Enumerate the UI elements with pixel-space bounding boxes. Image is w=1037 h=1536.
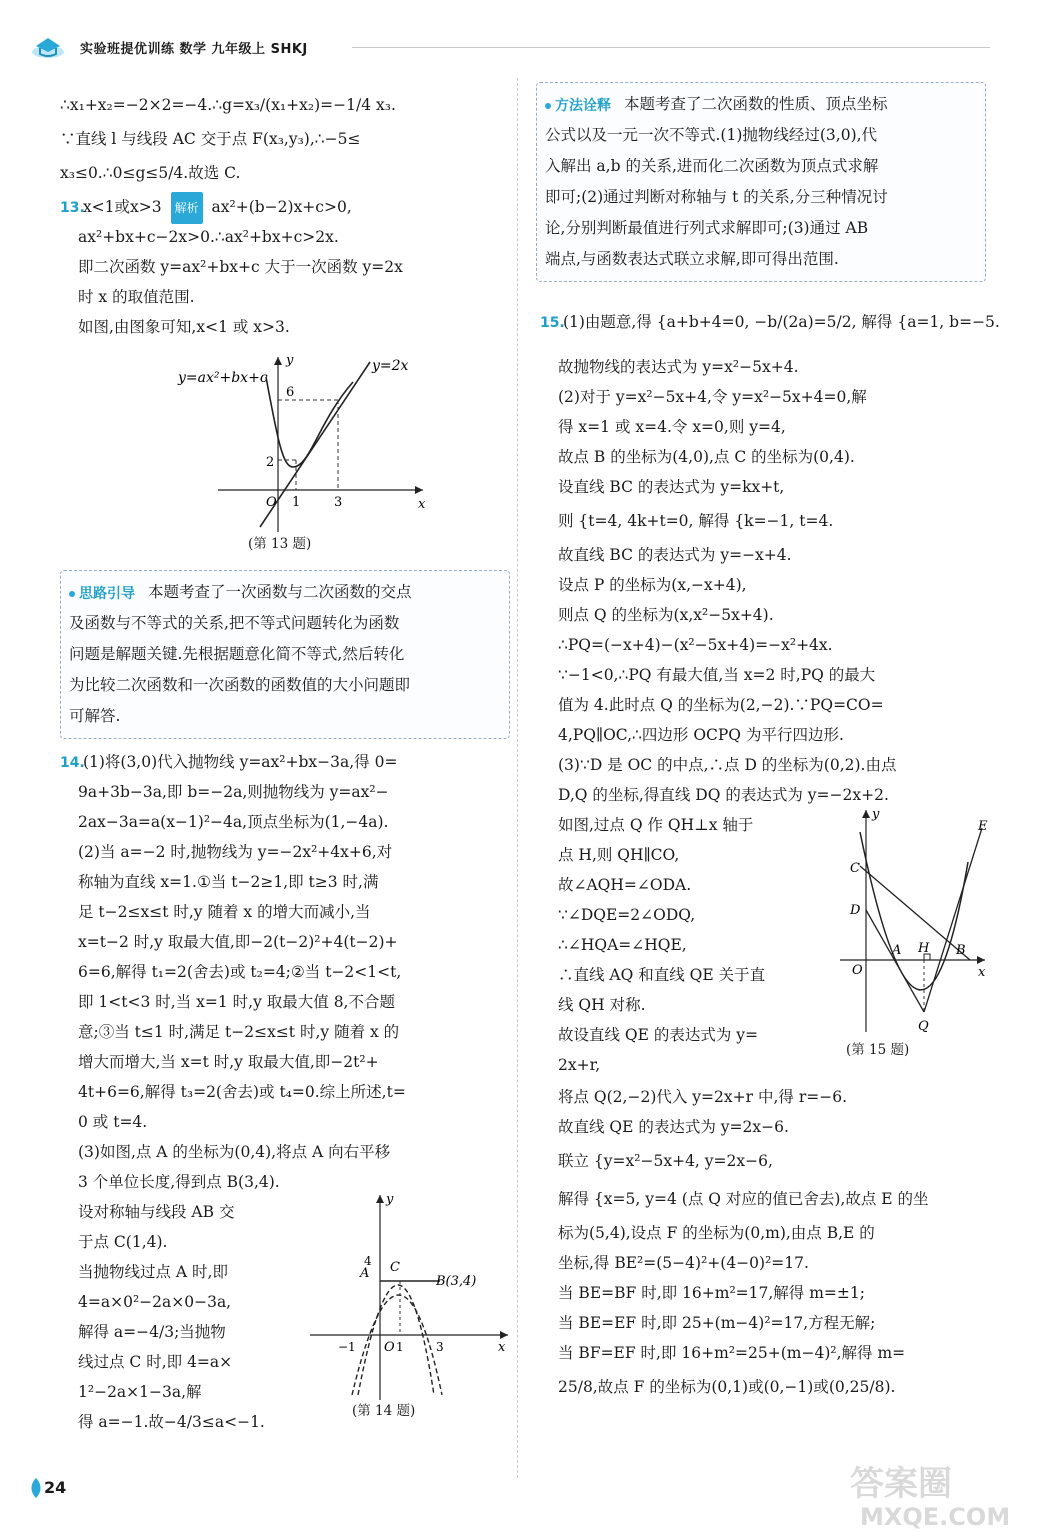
text-line: 线过点 C 时,即 4=a× — [78, 1353, 233, 1371]
figure-15 — [820, 802, 990, 1072]
tick-label: 2 — [266, 455, 275, 470]
text-line: (2)对于 y=x²−5x+4,令 y=x²−5x+4=0,解 — [558, 388, 867, 406]
graph-15 — [820, 802, 990, 1052]
question-15 — [536, 292, 1000, 1406]
tick-label: 3 — [436, 1340, 444, 1354]
text-line: 4=a×0²−2a×0−3a, — [78, 1293, 232, 1311]
book-logo-icon — [30, 34, 66, 60]
bullet-icon — [545, 103, 551, 109]
text-line: 及函数与不等式的关系,把不等式问题转化为函数 — [69, 614, 400, 632]
watermark-line1: 答案圈 — [850, 1464, 952, 1504]
header-title: 实验班提优训练 数学 九年级上 SHKJ — [80, 42, 308, 57]
text-line: 4t+6=6,解得 t₃=2(舍去)或 t₄=0.综上所述,t= — [78, 1083, 406, 1101]
text-line: (2)当 a=−2 时,抛物线为 y=−2x²+4x+6,对 — [78, 843, 393, 861]
figure-caption: (第 13 题) — [248, 536, 312, 552]
text-line: 足 t−2≤x≤t 时,y 随着 x 的增大而减小,当 — [78, 903, 371, 921]
text-line: 标为(5,4),设点 F 的坐标为(0,m),由点 B,E 的 — [558, 1224, 875, 1242]
text-line: 如图,过点 Q 作 QH⊥x 轴于 — [558, 816, 754, 834]
text-line: 故抛物线的表达式为 y=x²−5x+4. — [558, 358, 799, 376]
text-line: (3)∵D 是 OC 的中点,∴点 D 的坐标为(0,2).由点 — [558, 756, 897, 774]
text-line: 于点 C(1,4). — [78, 1233, 168, 1251]
point-label-d: D — [850, 903, 861, 918]
tick-label: 1 — [396, 1340, 404, 1354]
point-label-c: C — [390, 1260, 400, 1275]
text-line: 3 个单位长度,得到点 B(3,4). — [78, 1173, 280, 1191]
text-line: 25/8,故点 F 的坐标为(0,1)或(0,−1)或(0,25/8). — [558, 1378, 896, 1396]
method-tag: 方法诠释 — [555, 97, 611, 114]
point-label-e: E — [978, 819, 988, 834]
text-line: ∵直线 l 与线段 AC 交于点 F(x₃,y₃),∴−5≤ — [60, 130, 361, 148]
text-line: 将点 Q(2,−2)代入 y=2x+r 中,得 r=−6. — [558, 1088, 847, 1106]
text-line: 增大而增大,当 x=t 时,y 取最大值,即−2t²+ — [78, 1053, 379, 1071]
watermark-line2: MXQE.COM — [860, 1503, 1011, 1531]
text-line: 当抛物线过点 A 时,即 — [78, 1263, 228, 1281]
text-line: ax²+(b−2)x+c>0, — [211, 198, 352, 216]
origin-label: O — [384, 1340, 395, 1355]
text-line: (1)将(3,0)代入抛物线 y=ax²+bx−3a,得 0= — [82, 753, 398, 771]
question-14 — [60, 747, 510, 1447]
q12-continuation — [60, 86, 510, 192]
tick-label: 4 — [364, 1254, 372, 1268]
answer-text: x<1或x>3 — [82, 198, 162, 216]
text-line: 端点,与函数表达式联立求解,即可得出范围. — [545, 250, 839, 268]
text-line: 得 a=−1.故−4/3≤a<−1. — [78, 1413, 265, 1431]
curve-label: y=ax²+bx+c — [178, 370, 268, 386]
tick-label: 6 — [286, 385, 295, 400]
text-line: 即 1<t<3 时,当 x=1 时,y 取最大值 8,不合题 — [78, 993, 395, 1011]
line-label: y=2x — [372, 358, 409, 374]
method-header — [545, 91, 611, 122]
text-line: 问题是解题关键.先根据题意化简不等式,然后转化 — [69, 645, 405, 663]
page-number: 24 — [44, 1478, 67, 1497]
text-line: 设点 P 的坐标为(x,−x+4), — [558, 576, 747, 594]
text-line: 为比较二次函数和一次函数的函数值的大小问题即 — [69, 676, 411, 694]
text-line: x₃≤0.∴0≤g≤5/4.故选 C. — [60, 164, 241, 182]
point-label-c: C — [850, 861, 860, 876]
point-label-h: H — [918, 941, 930, 956]
text-line: 解得 a=−4/3;当抛物 — [78, 1323, 226, 1341]
text-line: 意;③当 t≤1 时,满足 t−2≤x≤t 时,y 随着 x 的 — [78, 1023, 400, 1041]
figure-13 — [78, 342, 498, 562]
text-line: 解得 {x=5, y=4 (点 Q 对应的值已舍去),故点 E 的坐 — [558, 1190, 929, 1208]
leaf-icon — [30, 1478, 42, 1498]
text-line: 公式以及一元一次不等式.(1)抛物线经过(3,0),代 — [545, 126, 878, 144]
text-line: 当 BE=BF 时,即 16+m²=17,解得 m=±1; — [558, 1284, 865, 1302]
page-header — [30, 32, 990, 62]
graph-14 — [300, 1185, 514, 1415]
text-line: ∴∠HQA=∠HQE, — [558, 936, 687, 954]
text-line: 如图,由图象可知,x<1 或 x>3. — [78, 318, 290, 336]
text-line: ax²+bx+c−2x>0.∴ax²+bx+c>2x. — [78, 228, 339, 246]
text-line: ∵−1<0,∴PQ 有最大值,当 x=2 时,PQ 的最大 — [558, 666, 876, 684]
text-line: 1²−2a×1−3a,解 — [78, 1383, 202, 1401]
point-label-b: B — [956, 943, 966, 958]
text-line: ∵∠DQE=2∠ODQ, — [558, 906, 696, 924]
text-line: x=t−2 时,y 取最大值,即−2(t−2)²+4(t−2)+ — [78, 933, 398, 951]
figure-14 — [300, 1185, 514, 1435]
text-line: 故直线 BC 的表达式为 y=−x+4. — [558, 546, 792, 564]
figure-caption: (第 14 题) — [352, 1403, 416, 1419]
x-axis-label: x — [498, 1340, 506, 1355]
text-line: 4,PQ∥OC,∴四边形 OCPQ 为平行四边形. — [558, 726, 844, 744]
text-line: ∴PQ=(−x+4)−(x²−5x+4)=−x²+4x. — [558, 636, 833, 654]
text-line: 设直线 BC 的表达式为 y=kx+t, — [558, 478, 785, 496]
tip-header — [69, 579, 135, 610]
text-line: 则 {t=4, 4k+t=0, 解得 {k=−1, t=4. — [558, 512, 834, 530]
text-line: 即可;(2)通过判断对称轴与 t 的关系,分三种情况讨 — [545, 188, 888, 206]
text-line: 6=6,解得 t₁=2(舍去)或 t₂=4;②当 t−2<1<t, — [78, 963, 402, 981]
question-number: 15. — [540, 315, 565, 331]
text-line: 则点 Q 的坐标为(x,x²−5x+4). — [558, 606, 774, 624]
bullet-icon — [69, 591, 75, 597]
text-line: 联立 {y=x²−5x+4, y=2x−6, — [558, 1152, 773, 1170]
text-line: 故设直线 QE 的表达式为 y= — [558, 1026, 759, 1044]
text-line: 称轴为直线 x=1.①当 t−2≥1,即 t≥3 时,满 — [78, 873, 379, 891]
watermark-logo — [840, 1455, 1030, 1530]
text-line: 入解出 a,b 的关系,进而化二次函数为顶点式求解 — [545, 157, 879, 175]
figure-caption: (第 15 题) — [846, 1042, 910, 1058]
text-line: (3)如图,点 A 的坐标为(0,4),将点 A 向右平移 — [78, 1143, 391, 1161]
origin-label: O — [266, 495, 277, 510]
text-line: 坐标,得 BE²=(5−4)²+(4−0)²=17. — [558, 1254, 809, 1272]
text-line: 0 或 t=4. — [78, 1113, 148, 1131]
text-line: 9a+3b−3a,即 b=−2a,则抛物线为 y=ax²− — [78, 783, 389, 801]
text-line: 本题考查了二次函数的性质、顶点坐标 — [623, 95, 888, 113]
y-axis-label: y — [286, 353, 294, 368]
text-line: 可解答. — [69, 707, 121, 725]
tick-label: 1 — [292, 495, 301, 510]
text-line: 论,分别判断最值进行列式求解即可;(3)通过 AB — [545, 219, 869, 237]
text-line: ∴直线 AQ 和直线 QE 关于直 — [558, 966, 766, 984]
question-13 — [60, 192, 510, 562]
text-line: 故点 B 的坐标为(4,0),点 C 的坐标为(0,4). — [558, 448, 855, 466]
y-axis-label: y — [386, 1192, 394, 1207]
text-line: 2x+r, — [558, 1056, 601, 1074]
point-label-b: B(3,4) — [436, 1274, 477, 1289]
text-line: 设对称轴与线段 AB 交 — [78, 1203, 235, 1221]
text-line: 线 QH 对称. — [558, 996, 646, 1014]
right-column — [536, 82, 1000, 1406]
text-line: 得 x=1 或 x=4.令 x=0,则 y=4, — [558, 418, 786, 436]
origin-label: O — [852, 963, 863, 978]
tip-box-13 — [60, 570, 510, 739]
analysis-tag: 解析 — [171, 192, 203, 224]
text-line: 当 BE=EF 时,即 25+(m−4)²=17,方程无解; — [558, 1314, 876, 1332]
tip-tag: 思路引导 — [79, 585, 135, 602]
point-label-a: A — [892, 943, 902, 958]
text-line: 点 H,则 QH∥CO, — [558, 846, 680, 864]
graph-13 — [78, 342, 498, 542]
header-rule — [352, 47, 990, 48]
text-line: ∴x₁+x₂=−2×2=−4.∴g=x₃/(x₁+x₂)=−1/4 x₃. — [60, 96, 396, 114]
text-line: 即二次函数 y=ax²+bx+c 大于一次函数 y=2x — [78, 258, 403, 276]
column-divider — [517, 78, 518, 1478]
question-number: 14. — [60, 755, 85, 771]
text-line: 值为 4.此时点 Q 的坐标为(2,−2).∵PQ=CO= — [558, 696, 884, 714]
tick-label: −1 — [338, 1340, 356, 1354]
text-line: 2ax−3a=a(x−1)²−4a,顶点坐标为(1,−4a). — [78, 813, 389, 831]
text-line: D,Q 的坐标,得直线 DQ 的表达式为 y=−2x+2. — [558, 786, 889, 804]
method-box-14 — [536, 82, 986, 282]
text-line: 时 x 的取值范围. — [78, 288, 195, 306]
text-line: 故∠AQH=∠ODA. — [558, 876, 692, 894]
point-label-a: A — [360, 1266, 370, 1281]
left-column — [60, 86, 510, 1447]
text-line: 当 BF=EF 时,即 16+m²=25+(m−4)²,解得 m= — [558, 1344, 906, 1362]
point-label-q: Q — [918, 1019, 929, 1034]
x-axis-label: x — [978, 965, 986, 980]
text-line: 本题考查了一次函数与二次函数的交点 — [147, 583, 412, 601]
x-axis-label: x — [418, 497, 426, 512]
question-number: 13. — [60, 200, 85, 216]
text-line: (1)由题意,得 {a+b+4=0, −b/(2a)=5/2, 解得 {a=1, b=−5. — [562, 313, 1000, 331]
text-line: 故直线 QE 的表达式为 y=2x−6. — [558, 1118, 789, 1136]
tick-label: 3 — [334, 495, 343, 510]
y-axis-label: y — [872, 807, 880, 822]
